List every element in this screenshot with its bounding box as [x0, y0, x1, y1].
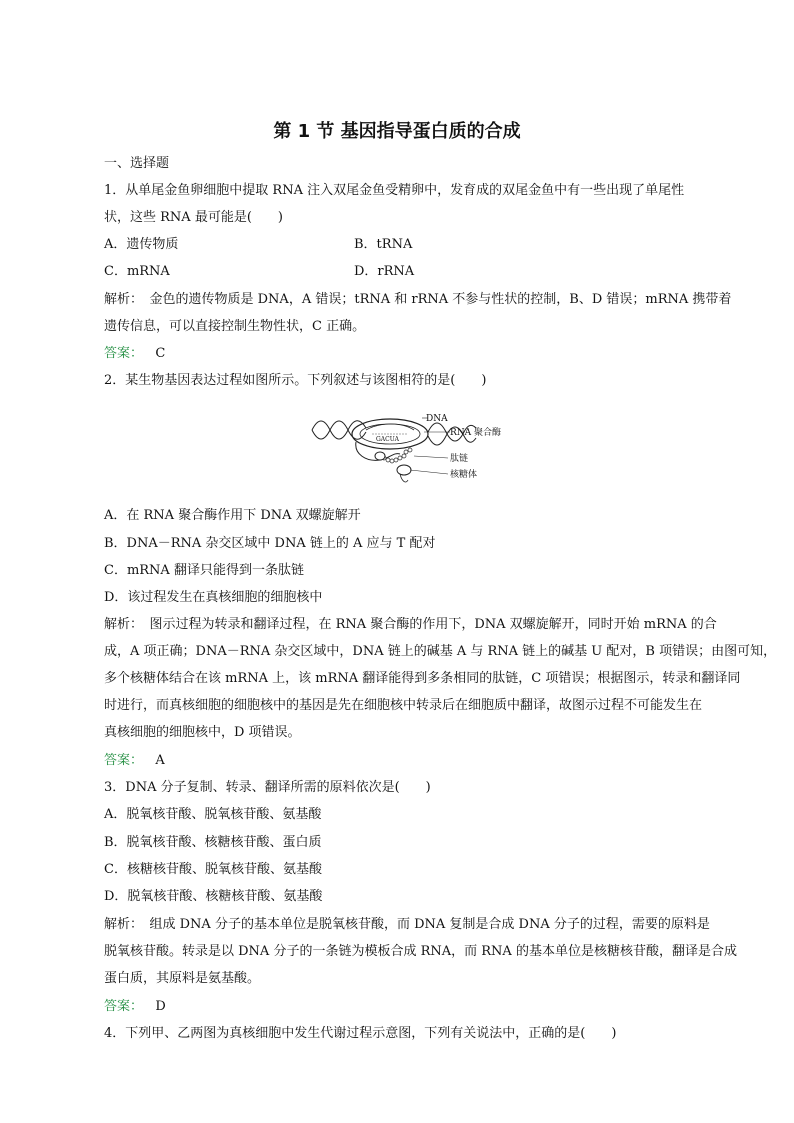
q3-stem: 3．DNA 分子复制、转录、翻译所需的原料依次是( ) — [104, 780, 431, 795]
q4-stem: 4．下列甲、乙两图为真核细胞中发生代谢过程示意图，下列有关说法中，正确的是( ) — [104, 1026, 617, 1041]
fig-label-ribosome: 核糖体 — [450, 470, 478, 480]
q2-option-a: A．在 RNA 聚合酶作用下 DNA 双螺旋解开 — [104, 508, 361, 523]
fig-label-dna: DNA — [426, 414, 448, 424]
q1-option-d: D．rRNA — [354, 264, 415, 279]
fig-label-peptide: 肽链 — [450, 454, 469, 464]
gene-expression-diagram — [310, 404, 520, 486]
q2-explanation-line-3: 多个核糖体结合在该 mRNA 上，该 mRNA 翻译能得到多条相同的肽链，C 项错误；根据图示，转录和翻译同 — [104, 671, 741, 686]
dna-strand-top — [312, 421, 366, 439]
q1-answer-value: C — [155, 346, 166, 361]
q2-stem: 2．某生物基因表达过程如图所示。下列叙述与该图相符的是( ) — [104, 373, 487, 388]
q3-explanation-line-1: 解析： 组成 DNA 分子的基本单位是脱氧核苷酸，而 DNA 复制是合成 DNA 分子的过程，需要的原料是 — [104, 917, 710, 932]
q3-option-c: C．核糖核苷酸、脱氧核苷酸、氨基酸 — [104, 862, 322, 877]
dna-strand-bottom — [312, 421, 366, 439]
q3-option-a: A．脱氧核苷酸、脱氧核苷酸、氨基酸 — [104, 807, 322, 822]
q3-explanation-line-2: 脱氧核苷酸。转录是以 DNA 分子的一条链为模板合成 RNA，而 RNA 的基本单位是核糖核苷酸，翻译是合成 — [104, 944, 737, 959]
q2-option-d: D．该过程发生在真核细胞的细胞核中 — [104, 590, 323, 605]
section-heading: 一、选择题 — [104, 156, 170, 171]
q2-option-c: C．mRNA 翻译只能得到一条肽链 — [104, 563, 304, 578]
q2-explanation-line-1: 解析： 图示过程为转录和翻译过程，在 RNA 聚合酶的作用下，DNA 双螺旋解开，同时开始 mRNA 的合 — [104, 617, 717, 632]
q3-option-d: D．脱氧核苷酸、核糖核苷酸、氨基酸 — [104, 889, 323, 904]
q2-explanation-line-4: 时进行，而真核细胞的细胞核中的基因是先在细胞核中转录后在细胞质中翻译，故图示过程不可能发生在 — [104, 698, 703, 713]
q2-option-b: B．DNA－RNA 杂交区域中 DNA 链上的 A 应与 T 配对 — [104, 536, 436, 551]
q1-option-a: A．遗传物质 — [104, 237, 179, 252]
q2-explanation-line-2: 成，A 项正确；DNA－RNA 杂交区域中，DNA 链上的碱基 A 与 RNA 链上的碱基 U 配对，B 项错误；由图可知， — [104, 644, 777, 659]
q3-answer-value: D — [155, 999, 166, 1014]
peptide-chain — [382, 448, 412, 463]
q1-answer — [104, 345, 165, 363]
page-title: 第 1 节 基因指导蛋白质的合成 — [273, 121, 521, 142]
q1-explanation-line-2: 遗传信息，可以直接控制生物性状，C 正确。 — [104, 319, 366, 334]
q1-option-b: B．tRNA — [354, 237, 413, 252]
q2-answer — [104, 752, 165, 770]
fig-label-polymerase: RNA 聚合酶 — [450, 428, 502, 438]
q3-answer — [104, 998, 166, 1016]
q3-explanation-line-3: 蛋白质，其原料是氨基酸。 — [104, 971, 261, 986]
fig-seq-label: GACUA — [376, 436, 399, 443]
q1-stem-line-1: 1．从单尾金鱼卵细胞中提取 RNA 注入双尾金鱼受精卵中，发育成的双尾金鱼中有一些出现了单尾性 — [104, 183, 685, 198]
q1-explanation-line-1: 解析： 金色的遗传物质是 DNA，A 错误；tRNA 和 rRNA 不参与性状的控制，B、D 错误；mRNA 携带着 — [104, 292, 732, 307]
q2-explanation-line-5: 真核细胞的细胞核中，D 项错误。 — [104, 725, 301, 740]
q1-answer-label: 答案： — [104, 346, 144, 361]
ribosome — [397, 465, 411, 475]
q2-answer-label: 答案： — [104, 753, 144, 768]
q3-answer-label: 答案： — [104, 999, 144, 1014]
q1-stem-line-2: 状，这些 RNA 最可能是( ) — [104, 210, 283, 225]
q1-option-c: C．mRNA — [104, 264, 170, 279]
q2-answer-value: A — [155, 753, 165, 768]
q3-option-b: B．脱氧核苷酸、核糖核苷酸、蛋白质 — [104, 835, 322, 850]
